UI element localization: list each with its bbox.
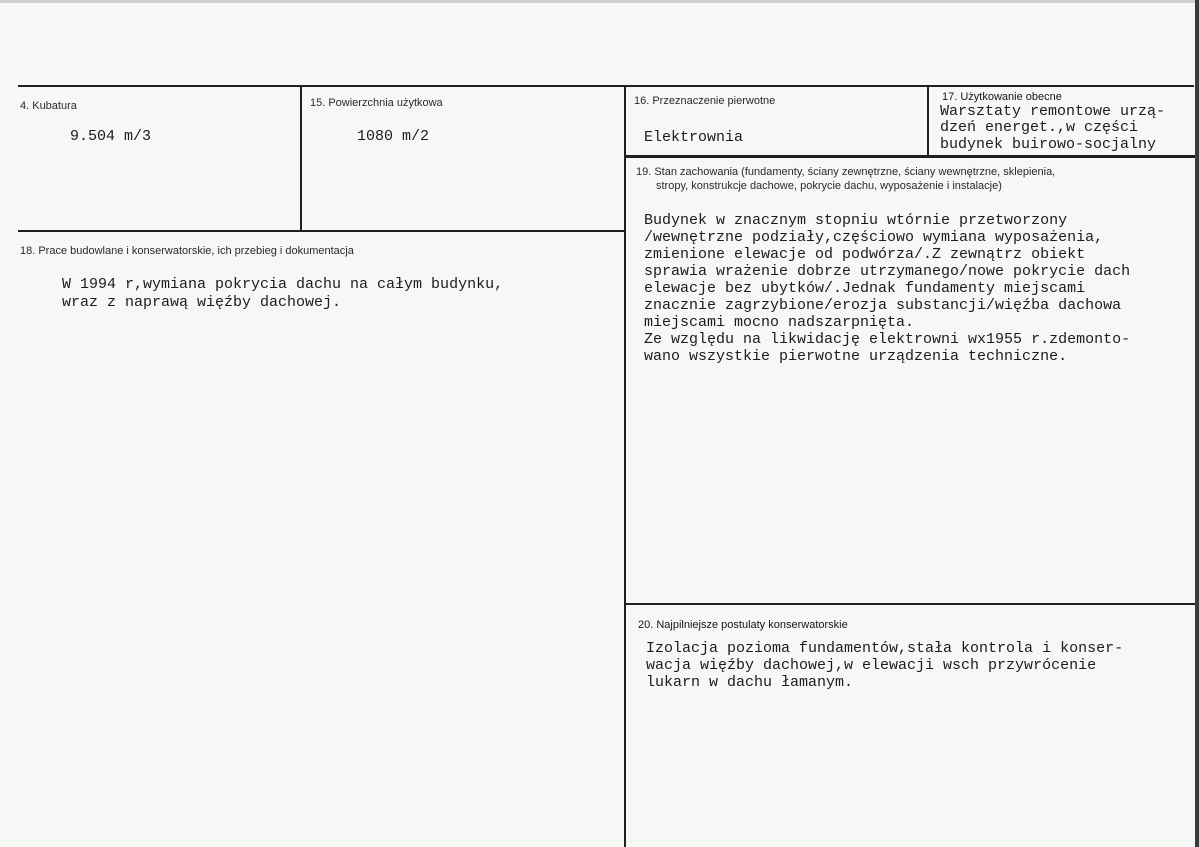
field-16-value: Elektrownia bbox=[644, 129, 744, 146]
field-18-line-2: wraz z naprawą więźby dachowej. bbox=[62, 294, 342, 311]
field-14-label: 4. Kubatura bbox=[20, 100, 77, 112]
scan-top-edge bbox=[0, 0, 1199, 3]
grid-line-17-bottom bbox=[625, 155, 1195, 158]
field-15-value: 1080 m/2 bbox=[357, 128, 430, 145]
grid-top-line bbox=[18, 85, 1194, 87]
field-17-label: 17. Użytkowanie obecne bbox=[942, 91, 1062, 103]
scan-right-edge bbox=[1195, 0, 1199, 847]
field-19-line-5: elewacje bez ubytków/.Jednak fundamenty miejscami bbox=[644, 280, 1086, 297]
field-19-line-8: Ze względu na likwidację elektrowni wx1955 r.zdemonto- bbox=[644, 331, 1131, 348]
field-20-line-2: wacja więźby dachowej,w elewacji wsch przywrócenie bbox=[646, 657, 1097, 674]
field-19-label-line-1: 19. Stan zachowania (fundamenty, ściany zewnętrzne, ściany wewnętrzne, sklepienia, bbox=[636, 166, 1056, 178]
field-18-label: 18. Prace budowlane i konserwatorskie, ich przebieg i dokumentacja bbox=[20, 245, 354, 257]
grid-line-18-top bbox=[18, 230, 626, 232]
grid-line-center bbox=[624, 86, 626, 847]
field-19-label-line-2: stropy, konstrukcje dachowe, pokrycie dachu, wyposażenie i instalacje) bbox=[656, 180, 1002, 192]
field-16-label: 16. Przeznaczenie pierwotne bbox=[634, 95, 776, 107]
field-19-line-9: wano wszystkie pierwotne urządzenia techniczne. bbox=[644, 348, 1068, 365]
field-19-line-3: zmienione elewacje od podwórza/.Z zewnątrz obiekt bbox=[644, 246, 1086, 263]
field-17-line-1: Warsztaty remontowe urzą- bbox=[940, 103, 1166, 120]
field-17-line-3: budynek buirowo-socjalny bbox=[940, 136, 1157, 153]
field-19-line-1: Budynek w znacznym stopniu wtórnie przetworzony bbox=[644, 212, 1068, 229]
grid-line-20-top bbox=[625, 603, 1195, 605]
field-19-line-7: miejscami mocno nadszarpnięta. bbox=[644, 314, 915, 331]
grid-line-16-17 bbox=[927, 86, 929, 156]
field-18-line-1: W 1994 r,wymiana pokrycia dachu na całym budynku, bbox=[62, 276, 504, 293]
field-15-label: 15. Powierzchnia użytkowa bbox=[310, 97, 443, 109]
field-20-line-3: lukarn w dachu łamanym. bbox=[646, 674, 854, 691]
field-19-line-2: /wewnętrzne podziały,częściowo wymiana wyposażenia, bbox=[644, 229, 1104, 246]
field-20-line-1: Izolacja pozioma fundamentów,stała kontrola i konser- bbox=[646, 640, 1124, 657]
field-17-line-2: dzeń energet.,w części bbox=[940, 119, 1139, 136]
grid-line-14-15 bbox=[300, 86, 302, 232]
field-19-line-6: znacznie zagrzybione/erozja substancji/więźba dachowa bbox=[644, 297, 1122, 314]
field-19-line-4: sprawia wrażenie dobrze utrzymanego/nowe pokrycie dach bbox=[644, 263, 1131, 280]
field-14-value: 9.504 m/3 bbox=[70, 128, 152, 145]
field-20-label: 20. Najpilniejsze postulaty konserwatorskie bbox=[638, 619, 848, 631]
